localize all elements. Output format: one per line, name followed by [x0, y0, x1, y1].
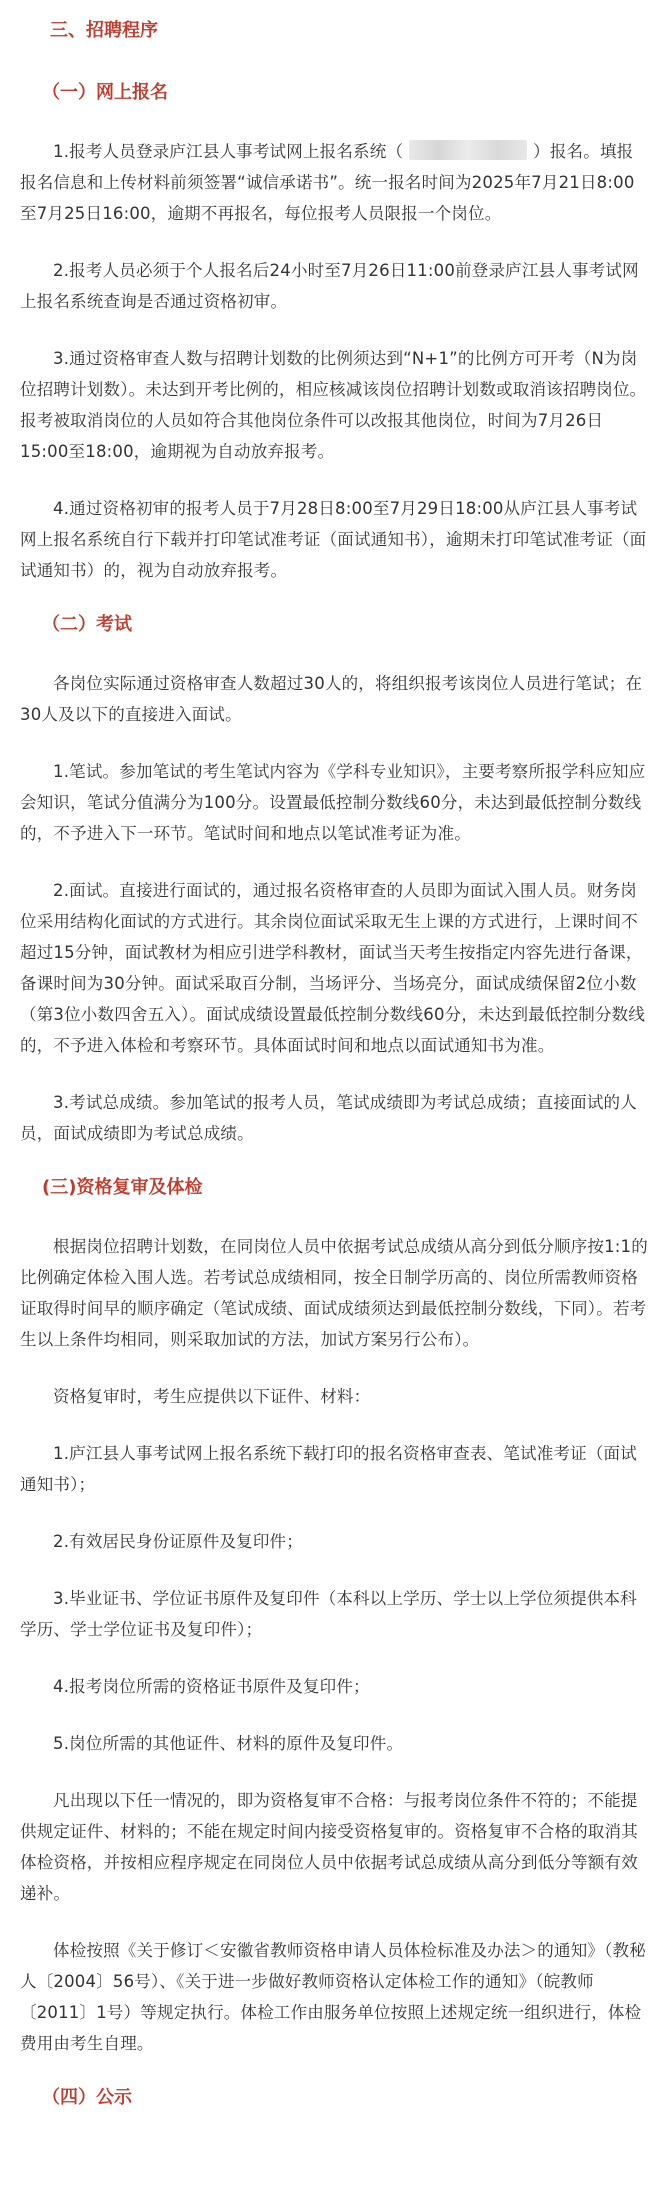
paragraph-registration-4: 4.通过资格初审的报考人员于7月28日8:00至7月29日18:00从庐江县人事考试网上报名系统自行下载并打印笔试准考证（面试通知书），逾期未打印笔试准考证（面试通知书）的，视为自动放弃报考。	[20, 499, 647, 580]
subsection-title-online-registration: （一）网上报名	[42, 82, 168, 103]
subsection-title-exam: （二）考试	[42, 614, 132, 635]
list-item-material-2: 2.有效居民身份证原件及复印件；	[53, 1532, 303, 1551]
list-item-material-4: 4.报考岗位所需的资格证书原件及复印件；	[53, 1677, 370, 1696]
subsection-title-review-and-physical: (三)资格复审及体检	[42, 1177, 203, 1198]
section-title: 三、招聘程序	[50, 20, 158, 41]
paragraph-registration-3: 3.通过资格审查人数与招聘计划数的比例须达到“N+1”的比例方可开考（N为岗位招聘计划数）。未达到开考比例的，相应核减该岗位招聘计划数或取消该招聘岗位。报考被取消岗位的人员如符合其他岗位条件可以改报其他岗位，时间为7月26日15:00至18:00，逾期视为自动放弃报考。	[20, 349, 647, 461]
redacted-url	[409, 140, 527, 160]
paragraph-registration-1-part-b: ）报名。填报报名信息和上传材料前须签署“诚信承诺书”。统一报名时间为2025年7月21日8:00至7月25日16:00，逾期不再报名，每位报考人员限报一个岗位。	[20, 142, 635, 223]
list-item-material-1: 1.庐江县人事考试网上报名系统下载打印的报名资格审查表、笔试准考证（面试通知书）；	[20, 1444, 637, 1494]
paragraph-registration-2: 2.报考人员必须于个人报名后24小时至7月26日11:00前登录庐江县人事考试网上报名系统查询是否通过资格初审。	[20, 261, 639, 311]
paragraph-exam-written: 1.笔试。参加笔试的考生笔试内容为《学科专业知识》，主要考察所报学科应知应会知识，笔试分值满分为100分。设置最低控制分数线60分，未达到最低控制分数线的，不予进入下一环节。笔试时间和地点以笔试准考证为准。	[20, 762, 646, 843]
list-item-material-5: 5.岗位所需的其他证件、材料的原件及复印件。	[53, 1734, 404, 1753]
list-item-material-3: 3.毕业证书、学位证书原件及复印件（本科以上学历、学士以上学位须提供本科学历、学士学位证书及复印件）；	[20, 1589, 637, 1639]
paragraph-review-disqualify: 凡出现以下任一情况的，即为资格复审不合格：与报考岗位条件不符的；不能提供规定证件、材料的；不能在规定时间内接受资格复审的。资格复审不合格的取消其体检资格，并按相应程序规定在同岗位人员中依据考试总成绩从高分到低分等额有效递补。	[20, 1791, 638, 1903]
paragraph-exam-total-score: 3.考试总成绩。参加笔试的报考人员，笔试成绩即为考试总成绩；直接面试的人员，面试成绩即为考试总成绩。	[20, 1093, 637, 1143]
paragraph-exam-interview: 2.面试。直接进行面试的，通过报名资格审查的人员即为面试入围人员。财务岗位采用结构化面试的方式进行。其余岗位面试采取无生上课的方式进行，上课时间不超过15分钟，面试教材为相应引进学科教材，面试当天考生按指定内容先进行备课，备课时间为30分钟。面试采取百分制，当场评分、当场亮分，面试成绩保留2位小数（第3位小数四舍五入）。面试成绩设置最低控制分数线60分，未达到最低控制分数线的，不予进入体检和考察环节。具体面试时间和地点以面试通知书为准。	[20, 881, 646, 1055]
paragraph-registration-1	[20, 136, 648, 229]
paragraph-registration-1-part-a: 1.报考人员登录庐江县人事考试网上报名系统（	[53, 142, 404, 161]
paragraph-physical-exam: 体检按照《关于修订＜安徽省教师资格申请人员体检标准及办法＞的通知》（教秘人〔2004〕56号）、《关于进一步做好教师资格认定体检工作的通知》（皖教师〔2011〕1号）等规定执行。体检工作由服务单位按照上述规定统一组织进行，体检费用由考生自理。	[20, 1941, 646, 2053]
subsection-title-publicity: （四）公示	[42, 2087, 132, 2108]
paragraph-review-intro: 根据岗位招聘计划数，在同岗位人员中依据考试总成绩从高分到低分顺序按1:1的比例确定体检入围人选。若考试总成绩相同，按全日制学历高的、岗位所需教师资格证取得时间早的顺序确定（笔试成绩、面试成绩须达到最低控制分数线，下同）。若考生以上条件均相同，则采取加试的方法，加试方案另行公布）。	[20, 1237, 648, 1349]
paragraph-exam-intro: 各岗位实际通过资格审查人数超过30人的，将组织报考该岗位人员进行笔试；在30人及以下的直接进入面试。	[20, 674, 643, 724]
paragraph-review-materials: 资格复审时，考生应提供以下证件、材料：	[53, 1387, 371, 1406]
